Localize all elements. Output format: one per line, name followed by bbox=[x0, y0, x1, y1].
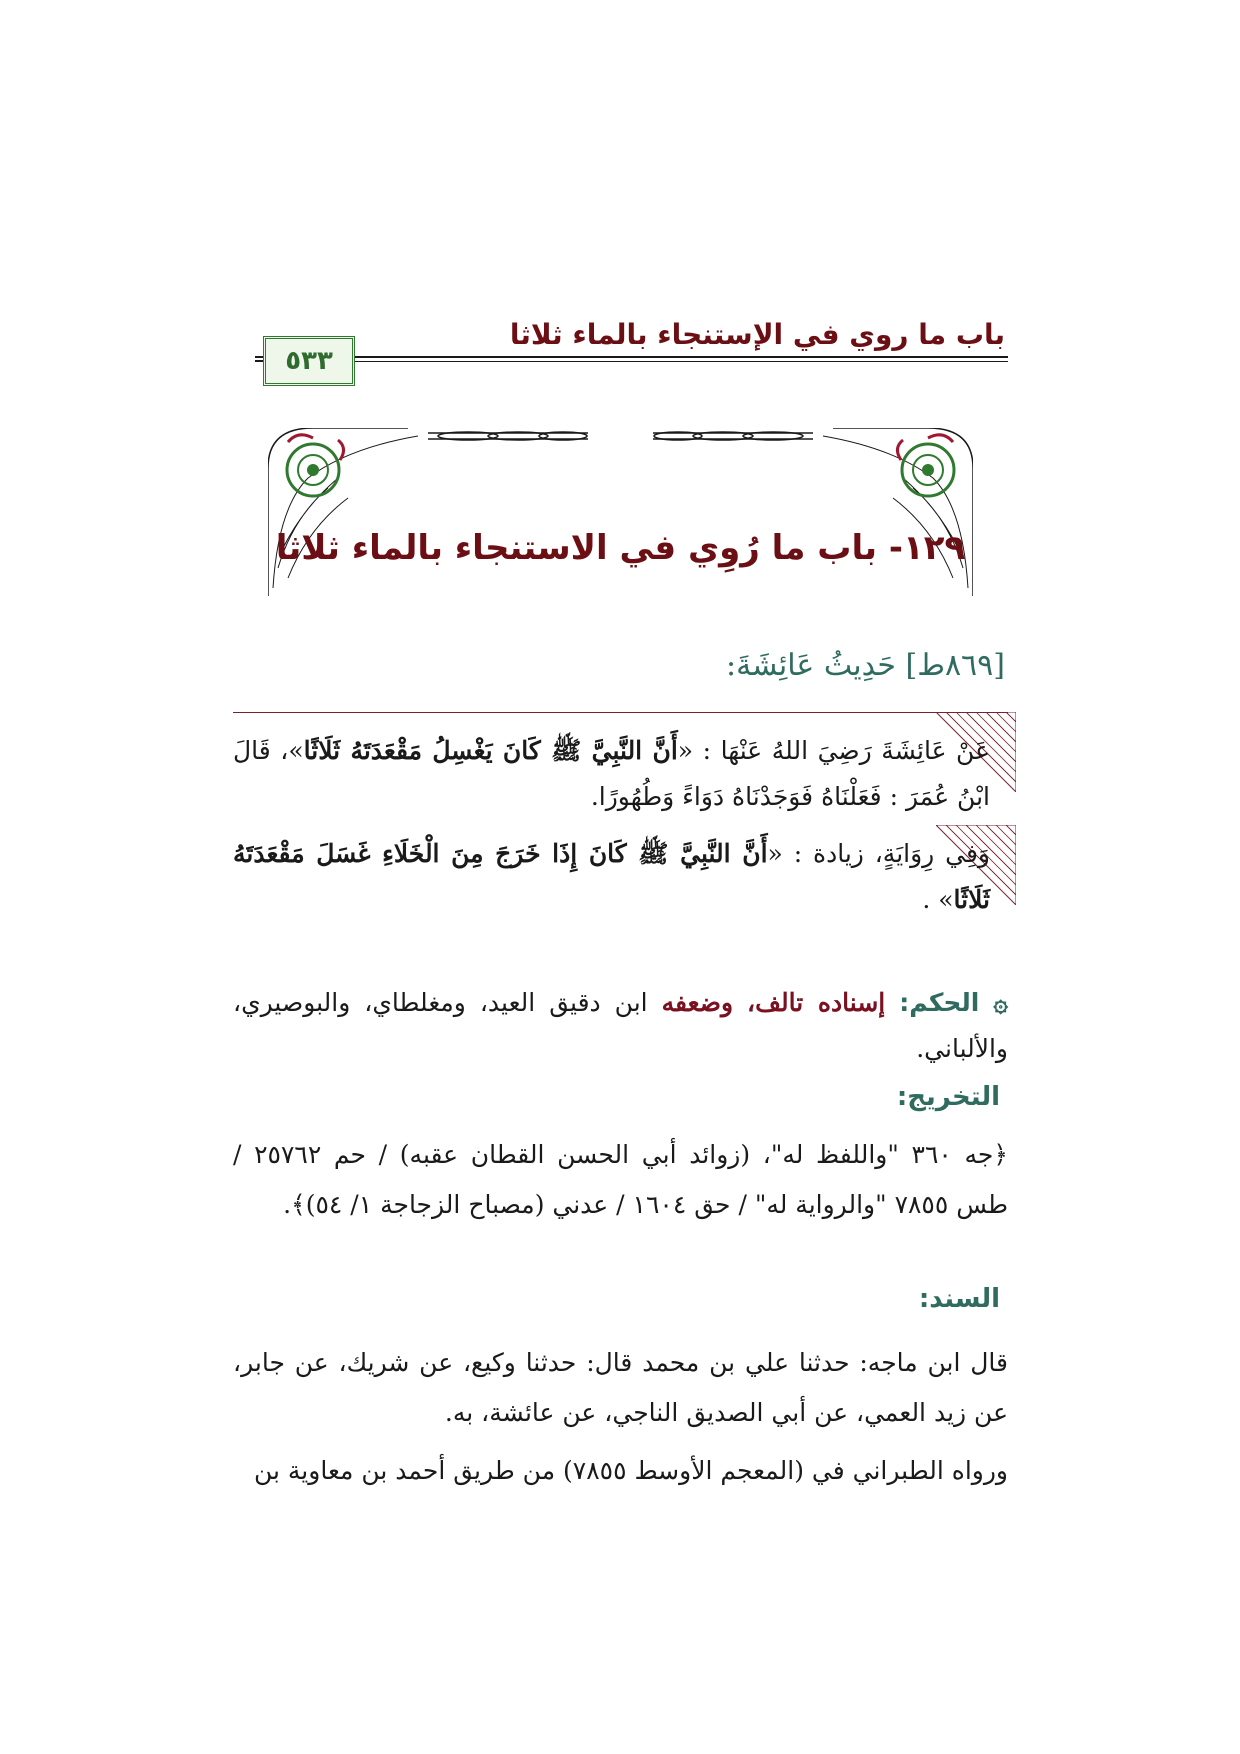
hadith-text-2-pre: وَفِي رِوَايَةٍ، زيادة : « bbox=[767, 839, 990, 868]
ornament-corner-right bbox=[823, 428, 973, 596]
ornament-chain-left bbox=[428, 432, 588, 440]
ruling-scholars: ابن دقيق العيد، ومغلطاي، والبوصيري، والألباني. bbox=[233, 988, 1008, 1063]
sanad-paragraph-2: ورواه الطبراني في (المعجم الأوسط ٧٨٥٥) من طريق أحمد بن معاوية بن bbox=[253, 1456, 1008, 1485]
ruling-label: الحكم: bbox=[899, 988, 980, 1017]
ruling-bullet-icon: ۞ bbox=[993, 988, 1008, 1017]
takhrij-label: التخريج: bbox=[896, 1082, 1000, 1112]
hadith-text-block-2 bbox=[233, 825, 1008, 923]
hadith-text-2 bbox=[233, 825, 1008, 923]
chapter-ornament-frame bbox=[268, 428, 973, 596]
hadith-text-block-1 bbox=[233, 712, 1008, 820]
hadith-heading: [٨٦٩ط] حَدِيثُ عَائِشَةَ: bbox=[725, 648, 1005, 683]
sanad-label: السند: bbox=[918, 1284, 1000, 1314]
running-header-title: باب ما روي في الإستنجاء بالماء ثلاثا bbox=[509, 318, 1005, 351]
hadith-text-1-matn: أَنَّ النَّبِيَّ ﷺ كَانَ يَغْسِلُ مَقْعَدَتَهُ ثَلَاثًا bbox=[303, 736, 678, 765]
ruling-weakened-by: وضعفه bbox=[661, 988, 734, 1017]
hadith-text-1-post: »، قَالَ ابْنُ عُمَرَ : فَعَلْنَاهُ فَوَجَدْنَاهُ دَوَاءً وَطُهُورًا. bbox=[233, 736, 990, 811]
hadith-text-1 bbox=[233, 712, 1008, 820]
sanad-paragraph-1: قال ابن ماجه: حدثنا علي بن محمد قال: حدثنا وكيع، عن شريك، عن جابر، عن زيد العمي، عن أبي الصديق الناجي، عن عائشة، به. bbox=[233, 1348, 1008, 1427]
header-rule bbox=[255, 356, 1008, 358]
page-number: ٥٣٣ bbox=[263, 336, 355, 386]
chapter-title: ١٢٩- باب ما رُوِي في الاستنجاء بالماء ثلاثا bbox=[275, 528, 966, 568]
takhrij-text: ﴿جه ٣٦٠ "واللفظ له"، (زوائد أبي الحسن القطان عقبه) / حم ٢٥٧٦٢ / طس ٧٨٥٥ "والرواية له" / حق ١٦٠٤ / عدني (مصباح الزجاجة ١/ ٥٤)﴾. bbox=[233, 1140, 1009, 1219]
header-rule-thin bbox=[255, 361, 1008, 362]
ornament-chain-right bbox=[653, 432, 813, 440]
hadith-text-1-pre: عَنْ عَائِشَةَ رَضِيَ اللهُ عَنْهَا : « bbox=[677, 736, 990, 765]
page-number-rule bbox=[255, 360, 263, 362]
ornament-corner-left bbox=[268, 428, 418, 596]
hadith-text-2-matn: أَنَّ النَّبِيَّ ﷺ كَانَ إِذَا خَرَجَ مِنَ الْخَلَاءِ غَسَلَ مَقْعَدَتَهُ ثَلَاثًا bbox=[233, 839, 990, 914]
ruling-verdict: إسناده تالف، bbox=[747, 988, 886, 1017]
ruling-paragraph bbox=[233, 980, 1008, 1072]
hadith-text-2-post: » . bbox=[922, 885, 954, 914]
